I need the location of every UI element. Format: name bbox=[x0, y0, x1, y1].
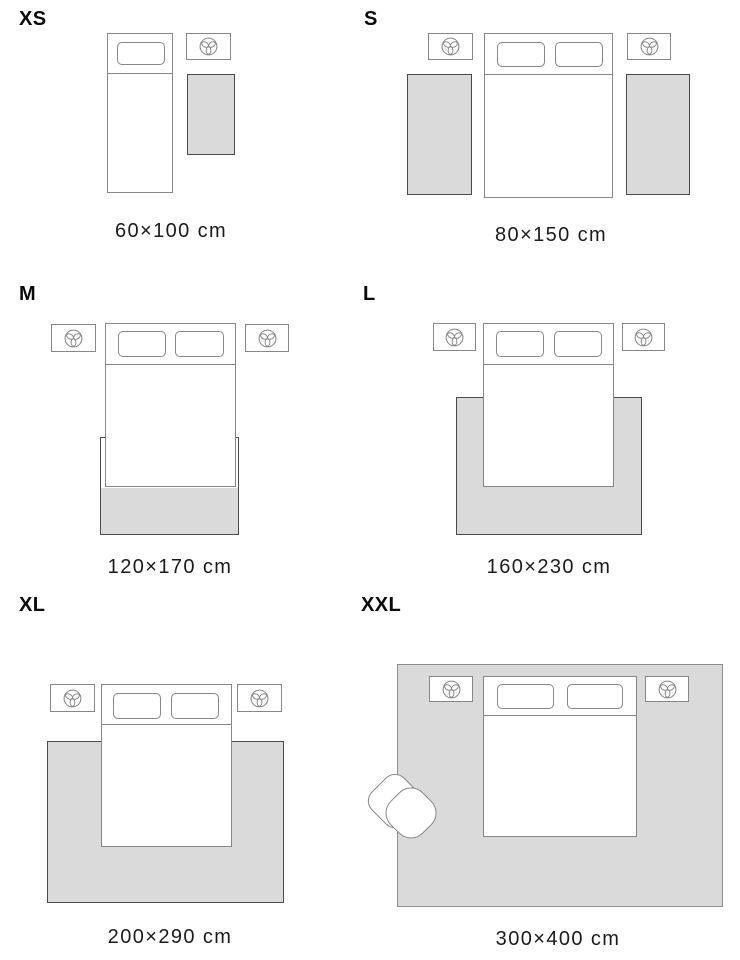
potted-plant-top-view-icon bbox=[657, 679, 678, 700]
nightstand bbox=[237, 684, 282, 712]
double-bed bbox=[101, 684, 232, 847]
size-code-label: S bbox=[364, 8, 378, 30]
potted-plant-top-view-icon bbox=[249, 688, 270, 709]
rug bbox=[187, 74, 235, 155]
pillow bbox=[496, 331, 544, 357]
pillow bbox=[567, 684, 623, 709]
potted-plant-top-view-icon bbox=[257, 328, 278, 349]
rug-visible-area bbox=[101, 488, 238, 534]
size-dimensions-label: 120×170 cm bbox=[107, 556, 233, 578]
potted-plant-top-view-icon bbox=[62, 688, 83, 709]
pillow bbox=[554, 331, 602, 357]
nightstand bbox=[186, 33, 231, 60]
bed-headboard bbox=[485, 34, 612, 75]
potted-plant-top-view-icon bbox=[198, 36, 219, 57]
bed-headboard bbox=[106, 324, 235, 365]
size-dimensions-label: 80×150 cm bbox=[494, 224, 608, 246]
size-code-label: XXL bbox=[361, 594, 402, 616]
nightstand bbox=[622, 323, 665, 351]
single-bed bbox=[107, 33, 173, 193]
pillow bbox=[117, 42, 165, 65]
double-bed bbox=[484, 33, 613, 198]
bed-headboard bbox=[484, 324, 613, 365]
nightstand bbox=[433, 323, 476, 351]
pillow bbox=[175, 331, 224, 357]
nightstand bbox=[51, 324, 96, 352]
size-dimensions-label: 200×290 cm bbox=[107, 926, 233, 948]
size-dimensions-label: 160×230 cm bbox=[486, 556, 612, 578]
bed-headboard bbox=[484, 677, 636, 716]
potted-plant-top-view-icon bbox=[444, 327, 465, 348]
size-code-label: XL bbox=[19, 594, 46, 616]
bed-headboard bbox=[102, 685, 231, 725]
bed-headboard bbox=[108, 34, 172, 74]
double-bed bbox=[483, 323, 614, 487]
potted-plant-top-view-icon bbox=[63, 328, 84, 349]
pillow bbox=[555, 42, 603, 67]
potted-plant-top-view-icon bbox=[440, 36, 461, 57]
potted-plant-top-view-icon bbox=[639, 36, 660, 57]
potted-plant-top-view-icon bbox=[633, 327, 654, 348]
rug bbox=[626, 74, 690, 195]
size-dimensions-label: 60×100 cm bbox=[114, 220, 228, 242]
size-dimensions-label: 300×400 cm bbox=[495, 928, 621, 950]
nightstand bbox=[645, 676, 689, 702]
nightstand bbox=[627, 33, 671, 60]
pillow bbox=[497, 684, 554, 709]
size-code-label: L bbox=[363, 283, 376, 305]
nightstand bbox=[50, 684, 95, 712]
pillow bbox=[113, 693, 161, 719]
size-code-label: XS bbox=[19, 8, 47, 30]
pillow bbox=[497, 42, 545, 67]
rug bbox=[407, 74, 472, 195]
nightstand bbox=[429, 676, 473, 702]
nightstand bbox=[428, 33, 473, 60]
nightstand bbox=[245, 324, 289, 352]
pillow bbox=[171, 693, 219, 719]
double-bed bbox=[483, 676, 637, 837]
size-code-label: M bbox=[19, 283, 37, 305]
potted-plant-top-view-icon bbox=[441, 679, 462, 700]
double-bed bbox=[105, 323, 236, 487]
pillow bbox=[118, 331, 166, 357]
